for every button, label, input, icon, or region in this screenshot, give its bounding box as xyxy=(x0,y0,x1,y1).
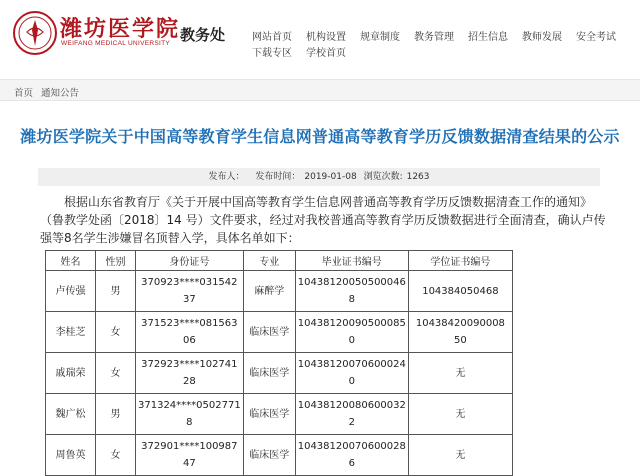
cell-id-number xyxy=(136,271,244,312)
publish-time-label: 发布时间： xyxy=(255,172,301,182)
table-row xyxy=(46,312,513,353)
cell-id-line-2: 8 xyxy=(186,417,193,428)
nav-item-exam-safety[interactable]: 安全考试 xyxy=(576,32,616,43)
article-title: 潍坊医学院关于中国高等教育学生信息网普通高等教育学历反馈数据清查结果的公示 xyxy=(20,127,620,146)
cell-cert-line-1: 10438120090500085 xyxy=(297,318,406,329)
publisher-label: 发布人： xyxy=(208,172,245,182)
cell-graduation-cert xyxy=(295,271,408,312)
nav-item-academic-management[interactable]: 教务管理 xyxy=(414,32,454,43)
cell-name: 周鲁英 xyxy=(46,435,96,476)
cell-name: 卢传强 xyxy=(46,271,96,312)
cell-degree-line-1: 无 xyxy=(455,408,466,420)
cell-name: 李桂芝 xyxy=(46,312,96,353)
cell-degree-line-1: 无 xyxy=(455,449,466,461)
cell-id-line-2: 47 xyxy=(182,458,196,469)
header-name: 姓名 xyxy=(46,251,96,271)
views-value: 1263 xyxy=(406,172,430,182)
publish-time-value: 2019-01-08 xyxy=(304,172,357,182)
table-header-row xyxy=(46,251,513,271)
cell-id-number xyxy=(136,353,244,394)
article-meta xyxy=(38,168,600,186)
breadcrumb-notices[interactable]: 通知公告 xyxy=(41,88,80,99)
header-id-number: 身份证号 xyxy=(136,251,244,271)
breadcrumb xyxy=(14,85,87,99)
cell-degree-cert xyxy=(408,435,512,476)
cell-id-line-2: 37 xyxy=(182,294,196,305)
main-nav xyxy=(252,30,632,62)
cell-degree-cert xyxy=(408,353,512,394)
cell-id-line-2: 06 xyxy=(182,335,196,346)
cell-name: 魏广松 xyxy=(46,394,96,435)
cell-name: 戚瑞荣 xyxy=(46,353,96,394)
header-sex: 性别 xyxy=(96,251,136,271)
cell-id-number xyxy=(136,394,244,435)
cell-cert-line-1: 10438120070600024 xyxy=(297,359,406,370)
cell-sex: 男 xyxy=(96,394,136,435)
school-name[interactable]: 潍坊医学院 xyxy=(60,16,181,42)
site-header xyxy=(0,0,640,78)
cell-graduation-cert xyxy=(295,435,408,476)
cell-id-line-2: 28 xyxy=(182,376,196,387)
nav-item-home[interactable]: 网站首页 xyxy=(252,32,292,43)
cell-id-line-1: 371523****081563 xyxy=(141,318,238,329)
cell-degree-cert xyxy=(408,271,512,312)
cell-id-line-1: 372923****102741 xyxy=(141,359,238,370)
cell-cert-line-2: 0 xyxy=(348,335,355,346)
cell-cert-line-2: 8 xyxy=(348,294,355,305)
cell-degree-line-1: 无 xyxy=(455,367,466,379)
article-paragraph-text: 根据山东省教育厅《关于开展中国高等教育学生信息网普通高等教育学历反馈数据清查工作的通知》（鲁教学处函〔2018〕14 号）文件要求，经过对我校普通高等教育学历反馈数据进行全面清查，确认卢传强等8名学生涉嫌冒名顶替入学，具体名单如下： xyxy=(40,195,606,245)
cell-id-line-1: 372901****100987 xyxy=(141,441,238,452)
school-logo-icon[interactable] xyxy=(12,10,58,56)
nav-item-regulations[interactable]: 规章制度 xyxy=(360,32,400,43)
cell-degree-line-2: 50 xyxy=(454,335,467,346)
cell-degree-cert xyxy=(408,394,512,435)
department-title: 教务处 xyxy=(180,26,226,44)
school-name-en: WEIFANG MEDICAL UNIVERSITY xyxy=(61,40,171,47)
cell-cert-line-2: 6 xyxy=(348,458,355,469)
cell-graduation-cert xyxy=(295,312,408,353)
cell-cert-line-2: 0 xyxy=(348,376,355,387)
article-paragraph xyxy=(40,193,608,247)
cell-degree-line-1: 10438420090008 xyxy=(415,318,505,329)
cell-major: 临床医学 xyxy=(243,353,295,394)
header-graduation-cert: 毕业证书编号 xyxy=(295,251,408,271)
table-row xyxy=(46,435,513,476)
cell-sex: 女 xyxy=(96,435,136,476)
cell-id-number xyxy=(136,312,244,353)
nav-item-teacher-development[interactable]: 教师发展 xyxy=(522,32,562,43)
nav-item-admissions[interactable]: 招生信息 xyxy=(468,32,508,43)
breadcrumb-home[interactable]: 首页 xyxy=(14,88,34,99)
cell-major: 临床医学 xyxy=(243,312,295,353)
cell-sex: 女 xyxy=(96,312,136,353)
table-row xyxy=(46,394,513,435)
nav-item-organization[interactable]: 机构设置 xyxy=(306,32,346,43)
header-degree-cert: 学位证书编号 xyxy=(408,251,512,271)
breadcrumb-bar xyxy=(0,79,640,101)
cell-sex: 女 xyxy=(96,353,136,394)
cell-cert-line-1: 10438120080600032 xyxy=(297,400,406,411)
cell-cert-line-2: 2 xyxy=(348,417,355,428)
cell-id-line-1: 371324****0502771 xyxy=(138,400,241,411)
views-label: 浏览次数: xyxy=(363,172,403,182)
cell-id-number xyxy=(136,435,244,476)
header-major: 专业 xyxy=(243,251,295,271)
table-row xyxy=(46,353,513,394)
cell-major: 临床医学 xyxy=(243,435,295,476)
cell-major: 临床医学 xyxy=(243,394,295,435)
cell-id-line-1: 370923****031542 xyxy=(141,277,238,288)
nav-item-downloads[interactable]: 下载专区 xyxy=(252,48,292,59)
cell-graduation-cert xyxy=(295,353,408,394)
table-row xyxy=(46,271,513,312)
cell-cert-line-1: 10438120070600028 xyxy=(297,441,406,452)
cell-sex: 男 xyxy=(96,271,136,312)
cell-major: 麻醉学 xyxy=(243,271,295,312)
student-roster-table xyxy=(45,250,513,476)
cell-cert-line-1: 10438120050500046 xyxy=(297,277,406,288)
cell-degree-line-1: 104384050468 xyxy=(422,285,499,297)
cell-degree-cert xyxy=(408,312,512,353)
cell-graduation-cert xyxy=(295,394,408,435)
nav-item-school-home[interactable]: 学校首页 xyxy=(306,48,346,59)
